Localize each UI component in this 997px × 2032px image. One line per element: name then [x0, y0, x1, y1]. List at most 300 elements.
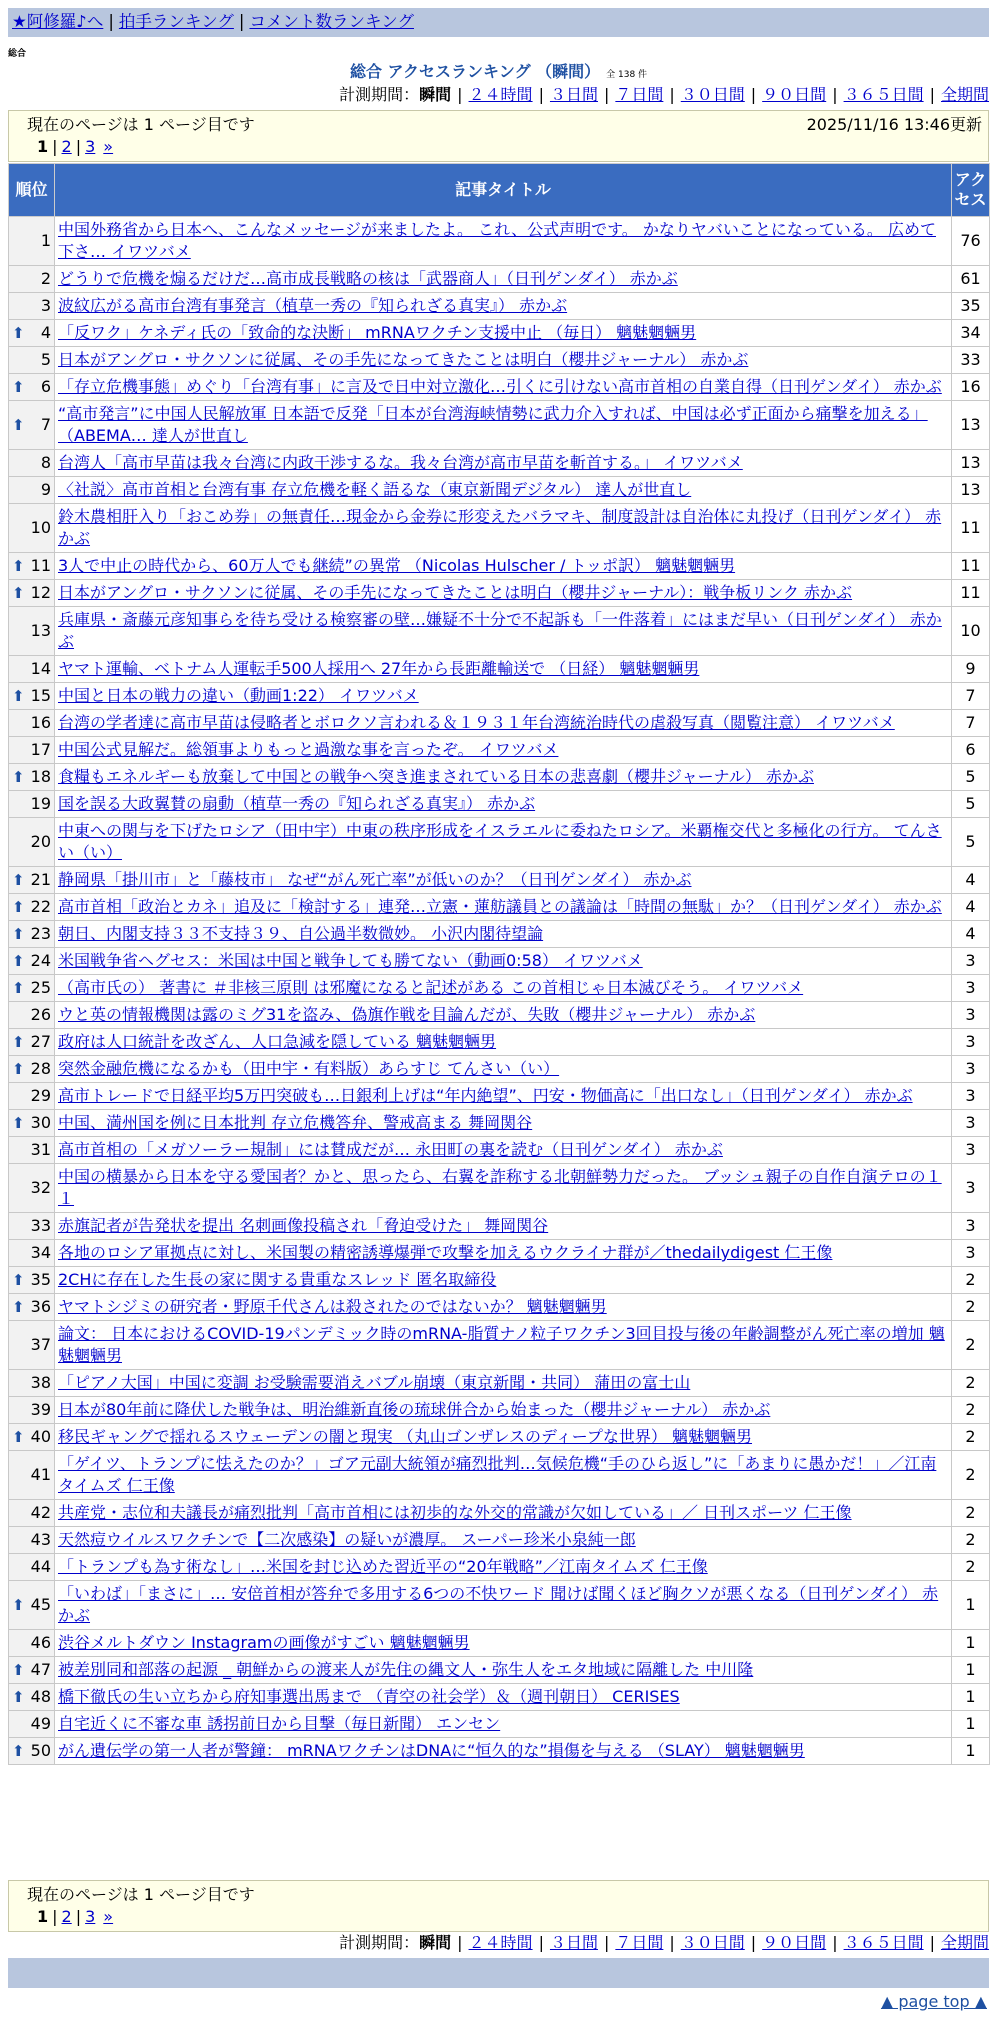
- table-row: [9, 1029, 990, 1056]
- article-link[interactable]: 中国外務省から日本へ、こんなメッセージが来ましたよ。 これ、公式声明です。 かなりヤバいことになっている。 広めて下さ… イワツバメ: [58, 220, 936, 261]
- title-cell: [55, 818, 952, 867]
- rank-up-arrow-icon: ⬆: [12, 1060, 25, 1078]
- access-count: 1: [952, 1711, 990, 1738]
- period-separator: |: [750, 85, 757, 104]
- article-link[interactable]: 中国の横暴から日本を守る愛国者？かと、思ったら、右翼を詐称する北朝鮮勢力だった。 ブッシュ親子の自作自演テロの１１: [58, 1167, 942, 1208]
- article-link[interactable]: 朝日、内閣支持３３不支持３９、自公過半数微妙。 小沢内閣待望論: [58, 924, 544, 943]
- article-link[interactable]: 静岡県「掛川市」と「藤枝市」 なぜ“がん死亡率”が低いのか？（日刊ゲンダイ） 赤かぶ: [58, 870, 692, 889]
- current-page-text: 現在のページは 1 ページ目です: [27, 1885, 255, 1904]
- rank-cell: [9, 504, 55, 553]
- period-separator: |: [750, 1933, 757, 1952]
- rank-cell: [9, 1240, 55, 1267]
- rank-cell: [9, 266, 55, 293]
- title-cell: [55, 975, 952, 1002]
- article-link[interactable]: 「トランプも為す術なし」…米国を封じ込めた習近平の“20年戦略”／江南タイムズ 仁王像: [58, 1557, 708, 1576]
- access-count: 6: [952, 737, 990, 764]
- rank-number: 5: [40, 350, 51, 369]
- col-rank-header: 順位: [9, 164, 55, 217]
- article-link[interactable]: 天然痘ウイルスワクチンで【二次感染】の疑いが濃厚。 スーパー珍米小泉純一郎: [58, 1530, 636, 1549]
- rank-number: 10: [30, 518, 51, 537]
- article-link[interactable]: ヤマト運輸、ベトナム人運転手500人採用へ 27年から長距離輸送で （日経） 魑魅魍魎男: [58, 659, 700, 678]
- article-link[interactable]: 共産党・志位和夫議長が痛烈批判「高市首相には初歩的な外交的常識が欠如している」／ 日刊スポーツ 仁王像: [58, 1503, 852, 1522]
- access-count: 76: [952, 217, 990, 266]
- table-row: [9, 1527, 990, 1554]
- rank-cell: [9, 1370, 55, 1397]
- access-count: 9: [952, 656, 990, 683]
- article-link[interactable]: 日本が80年前に降伏した戦争は、明治維新直後の琉球併合から始まった（櫻井ジャーナル） 赤かぶ: [58, 1400, 771, 1419]
- title-cell: [55, 1684, 952, 1711]
- period-link[interactable]: ３６５日間: [843, 1933, 924, 1952]
- article-link[interactable]: 中国公式見解だ。総領事よりもっと過激な事を言ったぞ。 イワツバメ: [58, 740, 559, 759]
- rank-number: 36: [30, 1297, 51, 1316]
- table-row: [9, 477, 990, 504]
- rank-number: 16: [30, 713, 51, 732]
- title-cell: [55, 1164, 952, 1213]
- period-separator: |: [603, 1933, 610, 1952]
- title-cell: [55, 504, 952, 553]
- home-link[interactable]: ★阿修羅♪へ: [12, 12, 104, 31]
- table-row: [9, 975, 990, 1002]
- access-count: 5: [952, 818, 990, 867]
- table-row: [9, 607, 990, 656]
- rank-cell: [9, 764, 55, 791]
- access-count: 3: [952, 1083, 990, 1110]
- period-current: 瞬間: [419, 1933, 452, 1952]
- rank-up-arrow-icon: ⬆: [12, 324, 25, 342]
- table-row: [9, 1500, 990, 1527]
- access-count: 3: [952, 1240, 990, 1267]
- table-row: [9, 921, 990, 948]
- period-link[interactable]: ７日間: [615, 1933, 664, 1952]
- article-link[interactable]: 国を誤る大政翼賛の扇動（植草一秀の『知られざる真実』） 赤かぶ: [58, 794, 536, 813]
- period-link[interactable]: ２４時間: [468, 1933, 533, 1952]
- table-row: [9, 791, 990, 818]
- table-row: [9, 401, 990, 450]
- access-count: 3: [952, 1164, 990, 1213]
- table-row: [9, 764, 990, 791]
- nav-separator: |: [238, 12, 245, 31]
- access-count: 4: [952, 867, 990, 894]
- access-count: 4: [952, 894, 990, 921]
- rank-number: 34: [30, 1243, 51, 1262]
- page-current: 1: [37, 137, 49, 156]
- title-cell: [55, 1370, 952, 1397]
- article-link[interactable]: 「存立危機事態」めぐり「台湾有事」に言及で日中対立激化…引くに引けない高市首相の自業自得（日刊ゲンダイ） 赤かぶ: [58, 377, 942, 396]
- page-links: [27, 1906, 970, 1928]
- rank-up-arrow-icon: ⬆: [12, 1596, 25, 1614]
- page-link[interactable]: 2: [61, 137, 72, 156]
- article-link[interactable]: 移民ギャングで揺れるスウェーデンの闇と現実 （丸山ゴンザレスのディープな世界） 魑魅魍魎男: [58, 1427, 753, 1446]
- rank-number: 43: [30, 1530, 51, 1549]
- table-row: [9, 347, 990, 374]
- rank-up-arrow-icon: ⬆: [12, 1033, 25, 1051]
- rank-number: 2: [40, 269, 51, 288]
- rank-number: 17: [30, 740, 51, 759]
- table-row: [9, 710, 990, 737]
- rank-cell: [9, 948, 55, 975]
- table-row: [9, 1083, 990, 1110]
- period-label: 計測期間：: [339, 85, 420, 104]
- access-count: 3: [952, 1213, 990, 1240]
- title-cell: [55, 1554, 952, 1581]
- period-separator: |: [457, 1933, 463, 1952]
- table-row: [9, 867, 990, 894]
- rank-up-arrow-icon: ⬆: [12, 687, 25, 705]
- article-link[interactable]: 〈社説〉高市首相と台湾有事 存立危機を軽く語るな（東京新聞デジタル） 達人が世直し: [58, 480, 692, 499]
- title-cell: [55, 921, 952, 948]
- table-row: [9, 450, 990, 477]
- article-link[interactable]: ウと英の情報機関は露のミグ31を盗み、偽旗作戦を目論んだが、失敗（櫻井ジャーナル） 赤かぶ: [58, 1005, 756, 1024]
- table-row: [9, 1630, 990, 1657]
- access-count: 2: [952, 1321, 990, 1370]
- access-count: 61: [952, 266, 990, 293]
- rank-number: 41: [30, 1465, 51, 1484]
- rank-cell: [9, 1684, 55, 1711]
- next-page-link[interactable]: »: [103, 137, 114, 156]
- access-count: 5: [952, 791, 990, 818]
- access-count: 10: [952, 607, 990, 656]
- rank-up-arrow-icon: ⬆: [12, 416, 25, 434]
- access-count: 3: [952, 948, 990, 975]
- rank-number: 21: [30, 870, 51, 889]
- access-count: 2: [952, 1554, 990, 1581]
- article-link[interactable]: 赤旗記者が告発状を提出 名刺画像投稿され「脅迫受けた」 舞岡関谷: [58, 1216, 549, 1235]
- rank-number: 37: [30, 1335, 51, 1354]
- rank-up-arrow-icon: ⬆: [12, 952, 25, 970]
- table-row: [9, 1267, 990, 1294]
- title-cell: [55, 791, 952, 818]
- access-count: 3: [952, 1056, 990, 1083]
- rank-cell: [9, 347, 55, 374]
- rank-cell: [9, 1083, 55, 1110]
- rank-number: 30: [30, 1113, 51, 1132]
- rank-number: 27: [30, 1032, 51, 1051]
- rank-up-arrow-icon: ⬆: [12, 1114, 25, 1132]
- title-cell: [55, 347, 952, 374]
- access-count: 5: [952, 764, 990, 791]
- access-count: 2: [952, 1294, 990, 1321]
- access-count: 3: [952, 975, 990, 1002]
- title-cell: [55, 1267, 952, 1294]
- table-row: [9, 683, 990, 710]
- article-link[interactable]: 「いわば」「まさに」… 安倍首相が答弁で多用する6つの不快ワード 聞けば聞くほど胸クソが悪くなる（日刊ゲンダイ） 赤かぶ: [58, 1584, 939, 1625]
- article-link[interactable]: 政府は人口統計を改ざん、人口急減を隠している 魑魅魍魎男: [58, 1032, 497, 1051]
- article-link[interactable]: 食糧もエネルギーも放棄して中国との戦争へ突き進まされている日本の悲喜劇（櫻井ジャーナル） 赤かぶ: [58, 767, 814, 786]
- period-current: 瞬間: [419, 85, 452, 104]
- updated-time: 2025/11/16 13:46更新: [806, 115, 982, 134]
- title-cell: [55, 1056, 952, 1083]
- article-link[interactable]: 「ピアノ大国」中国に変調 お受験需要消えバブル崩壊（東京新聞・共同） 蒲田の富士山: [58, 1373, 691, 1392]
- category-label: 総合: [8, 49, 27, 59]
- access-count: 7: [952, 710, 990, 737]
- article-link[interactable]: 橋下徹氏の生い立ちから府知事選出馬まで （青空の社会学）＆（週刊朝日） CERISES: [58, 1687, 680, 1706]
- table-row: [9, 1424, 990, 1451]
- article-link[interactable]: 鈴木農相肝入り「おこめ券」の無責任…現金から金券に形変えたバラマキ、制度設計は自治体に丸投げ（日刊ゲンダイ） 赤かぶ: [58, 507, 942, 548]
- access-count: 2: [952, 1527, 990, 1554]
- access-count: 34: [952, 320, 990, 347]
- table-row: [9, 1002, 990, 1029]
- rank-up-arrow-icon: ⬆: [12, 768, 25, 786]
- title-cell: [55, 1002, 952, 1029]
- title-cell: [55, 1738, 952, 1765]
- rank-up-arrow-icon: ⬆: [12, 1298, 25, 1316]
- ranking-table: [8, 163, 990, 1765]
- rank-cell: [9, 710, 55, 737]
- pager-info: [27, 114, 982, 136]
- article-link[interactable]: 被差別同和部落の起源 _ 朝鮮からの渡来人が先住の縄文人・弥生人をエタ地域に隔離した 中川隆: [58, 1660, 754, 1679]
- rank-number: 32: [30, 1178, 51, 1197]
- article-link[interactable]: “高市発言”に中国人民解放軍 日本語で反発「日本が台湾海峡情勢に武力介入すれば、中国は必ず正面から痛撃を加える」（ABEMA… 達人が世直し: [58, 404, 928, 445]
- period-link[interactable]: ７日間: [615, 85, 664, 104]
- article-link[interactable]: 中国と日本の戦力の違い（動画1:22） イワツバメ: [58, 686, 419, 705]
- title-cell: [55, 1137, 952, 1164]
- period-separator: |: [669, 1933, 675, 1952]
- table-row: [9, 266, 990, 293]
- rank-up-arrow-icon: ⬆: [12, 584, 25, 602]
- top-nav-bar: [8, 8, 989, 37]
- title-cell: [55, 217, 952, 266]
- table-row: [9, 1397, 990, 1424]
- table-row: [9, 217, 990, 266]
- title-cell: [55, 266, 952, 293]
- access-count: 2: [952, 1370, 990, 1397]
- table-row: [9, 1213, 990, 1240]
- table-row: [9, 1370, 990, 1397]
- rank-number: 42: [30, 1503, 51, 1522]
- page-title: [0, 62, 997, 85]
- rank-number: 23: [30, 924, 51, 943]
- period-separator: |: [929, 1933, 935, 1952]
- page-top-link[interactable]: ▲ page top ▲: [880, 1992, 987, 2011]
- period-link[interactable]: ３０日間: [680, 85, 745, 104]
- rank-number: 46: [30, 1633, 51, 1652]
- article-link[interactable]: どうりで危機を煽るだけだ…高市成長戦略の核は「武器商人」（日刊ゲンダイ） 赤かぶ: [58, 269, 678, 288]
- rank-up-arrow-icon: ⬆: [12, 925, 25, 943]
- page-link[interactable]: 3: [85, 137, 96, 156]
- period-link[interactable]: ２４時間: [468, 85, 533, 104]
- rank-number: 12: [30, 583, 51, 602]
- rank-cell: [9, 1581, 55, 1630]
- rank-number: 28: [30, 1059, 51, 1078]
- rank-cell: [9, 1711, 55, 1738]
- article-link[interactable]: 各地のロシア軍拠点に対し、米国製の精密誘導爆弾で攻撃を加えるウクライナ群が／thedailydigest 仁王像: [58, 1243, 833, 1262]
- access-count: 13: [952, 401, 990, 450]
- period-link[interactable]: ３日間: [549, 1933, 598, 1952]
- title-cell: [55, 1083, 952, 1110]
- rank-cell: [9, 1294, 55, 1321]
- period-separator: |: [603, 85, 610, 104]
- article-link[interactable]: 兵庫県・斎藤元彦知事らを待ち受ける検察審の壁…嫌疑不十分で不起訴も「一件落着」にはまだ早い（日刊ゲンダイ） 赤かぶ: [58, 610, 942, 651]
- table-row: [9, 1294, 990, 1321]
- rank-number: 1: [40, 231, 51, 250]
- rank-cell: [9, 656, 55, 683]
- table-row: [9, 1137, 990, 1164]
- rank-up-arrow-icon: ⬆: [12, 979, 25, 997]
- title-cell: [55, 1630, 952, 1657]
- article-link[interactable]: 「ゲイツ、トランプに怯えたのか？」ゴア元副大統領が痛烈批判…気候危機“手のひら返し”に「あまりに愚かだ！」／江南タイムズ 仁王像: [58, 1454, 937, 1495]
- access-count: 7: [952, 683, 990, 710]
- period-link[interactable]: 全期間: [940, 1933, 989, 1952]
- rank-cell: [9, 867, 55, 894]
- page-current: 1: [37, 1907, 49, 1926]
- table-row: [9, 1240, 990, 1267]
- table-row: [9, 1711, 990, 1738]
- article-link[interactable]: 高市首相「政治とカネ」追及に「検討する」連発…立憲・蓮舫議員との議論は「時間の無駄」か？（日刊ゲンダイ） 赤かぶ: [58, 897, 942, 916]
- article-link[interactable]: 米国戦争省ヘグセス：米国は中国と戦争しても勝てない（動画0:58） イワツバメ: [58, 951, 643, 970]
- period-link[interactable]: ９０日間: [762, 85, 827, 104]
- access-count: 11: [952, 553, 990, 580]
- rank-cell: [9, 1527, 55, 1554]
- article-link[interactable]: 渋谷メルトダウン Instagramの画像がすごい 魑魅魍魎男: [58, 1633, 470, 1652]
- rank-cell: [9, 1397, 55, 1424]
- title-cell: [55, 683, 952, 710]
- rank-number: 50: [30, 1741, 51, 1760]
- title-cell: [55, 1657, 952, 1684]
- rank-cell: [9, 737, 55, 764]
- page-separator: |: [75, 137, 82, 156]
- access-count: 1: [952, 1684, 990, 1711]
- rank-up-arrow-icon: ⬆: [12, 1742, 25, 1760]
- article-link[interactable]: 中東への関与を下げたロシア（田中宇）中東の秩序形成をイスラエルに委ねたロシア。米覇権交代と多極化の行方。 てんさい（い）: [58, 821, 942, 862]
- rank-up-arrow-icon: ⬆: [12, 1661, 25, 1679]
- period-link[interactable]: ３０日間: [680, 1933, 745, 1952]
- table-row: [9, 737, 990, 764]
- access-count: 35: [952, 293, 990, 320]
- article-link[interactable]: がん遺伝学の第一人者が警鐘： mRNAワクチンはDNAに“恒久的な”損傷を与える （SLAY） 魑魅魍魎男: [58, 1741, 805, 1760]
- rank-cell: [9, 1630, 55, 1657]
- rank-number: 44: [30, 1557, 51, 1576]
- total-count: 全 138 件: [606, 70, 648, 80]
- article-link[interactable]: 日本がアングロ・サクソンに従属、その手先になってきたことは明白（櫻井ジャーナル） 赤かぶ: [58, 350, 749, 369]
- table-row: [9, 948, 990, 975]
- access-count: 2: [952, 1424, 990, 1451]
- title-cell: [55, 374, 952, 401]
- table-row: [9, 1451, 990, 1500]
- article-link[interactable]: 2CHに存在した生長の家に関する貴重なスレッド 匿名取締役: [58, 1270, 497, 1289]
- rank-cell: [9, 1029, 55, 1056]
- access-count: 2: [952, 1397, 990, 1424]
- table-row: [9, 374, 990, 401]
- rank-number: 49: [30, 1714, 51, 1733]
- title-cell: [55, 948, 952, 975]
- next-page-link[interactable]: »: [103, 1907, 114, 1926]
- rank-number: 4: [40, 323, 51, 342]
- article-link[interactable]: 自宅近くに不審な車 誘拐前日から目撃（毎日新聞） エンセン: [58, 1714, 501, 1733]
- article-link[interactable]: 波紋広がる高市台湾有事発言（植草一秀の『知られざる真実』） 赤かぶ: [58, 296, 568, 315]
- access-count: 3: [952, 1137, 990, 1164]
- rank-cell: [9, 1321, 55, 1370]
- table-row: [9, 656, 990, 683]
- title-cell: [55, 764, 952, 791]
- rank-number: 29: [30, 1086, 51, 1105]
- page-link[interactable]: 3: [85, 1907, 96, 1926]
- title-cell: [55, 553, 952, 580]
- access-count: 33: [952, 347, 990, 374]
- table-row: [9, 580, 990, 607]
- table-row: [9, 1164, 990, 1213]
- table-header-row: [9, 164, 990, 217]
- article-link[interactable]: （高市氏の） 著書に ＃非核三原則 は邪魔になると記述がある この首相じゃ日本滅びそう。 イワツバメ: [58, 978, 804, 997]
- rank-cell: [9, 607, 55, 656]
- article-link[interactable]: 高市トレードで日経平均5万円突破も…日銀利上げは“年内絶望”、円安・物価高に「出口なし」（日刊ゲンダイ） 赤かぶ: [58, 1086, 913, 1105]
- title-cell: [55, 737, 952, 764]
- period-link[interactable]: ３６５日間: [843, 85, 924, 104]
- rank-cell: [9, 1500, 55, 1527]
- table-row: [9, 320, 990, 347]
- period-separator: |: [669, 85, 675, 104]
- rank-cell: [9, 791, 55, 818]
- table-row: [9, 894, 990, 921]
- rank-cell: [9, 580, 55, 607]
- article-link[interactable]: 台湾人「高市早苗は我々台湾に内政干渉するな。我々台湾が高市早苗を斬首する。」 イワツバメ: [58, 453, 743, 472]
- access-count: 11: [952, 504, 990, 553]
- rank-number: 7: [40, 415, 51, 434]
- rank-number: 31: [30, 1140, 51, 1159]
- rank-number: 13: [30, 621, 51, 640]
- title-cell: [55, 867, 952, 894]
- page-separator: |: [75, 1907, 82, 1926]
- article-link[interactable]: 論文： 日本におけるCOVID-19パンデミック時のmRNA-脂質ナノ粒子ワクチン3回目投与後の年齢調整がん死亡率の増加 魑魅魍魎男: [58, 1324, 945, 1365]
- article-link[interactable]: 3人で中止の時代から、60万人でも継続”の異常 （Nicolas Hulscher / トッポ訳） 魑魅魍魎男: [58, 556, 736, 575]
- clap-ranking-link[interactable]: 拍手ランキング: [118, 12, 234, 31]
- current-page-text: 現在のページは 1 ページ目です: [27, 115, 255, 134]
- title-cell: [55, 1240, 952, 1267]
- rank-number: 35: [30, 1270, 51, 1289]
- ranking-title: 総合 アクセスランキング （瞬間）: [349, 62, 601, 81]
- rank-cell: [9, 1110, 55, 1137]
- title-cell: [55, 1500, 952, 1527]
- article-link[interactable]: 中国、満州国を例に日本批判 存立危機答弁、警戒高まる 舞岡関谷: [58, 1113, 533, 1132]
- rank-number: 40: [30, 1427, 51, 1446]
- article-link[interactable]: 台湾の学者達に高市早苗は侵略者とボロクソ言われる＆１９３１年台湾統治時代の虐殺写真（閲覧注意） イワツバメ: [58, 713, 895, 732]
- page-separator: |: [52, 137, 58, 156]
- period-link[interactable]: 全期間: [940, 85, 989, 104]
- rank-cell: [9, 450, 55, 477]
- table-row: [9, 553, 990, 580]
- article-link[interactable]: 高市首相の「メガソーラー規制」には賛成だが… 永田町の裏を読む（日刊ゲンダイ） 赤かぶ: [58, 1140, 723, 1159]
- access-count: 3: [952, 1110, 990, 1137]
- period-link[interactable]: ９０日間: [762, 1933, 827, 1952]
- access-count: 3: [952, 1029, 990, 1056]
- page-separator: |: [52, 1907, 58, 1926]
- table-row: [9, 1321, 990, 1370]
- rank-up-arrow-icon: ⬆: [12, 378, 25, 396]
- rank-cell: [9, 1213, 55, 1240]
- rank-number: 22: [30, 897, 51, 916]
- pager-info: [27, 1884, 970, 1906]
- title-cell: [55, 1397, 952, 1424]
- article-link[interactable]: 日本がアングロ・サクソンに従属、その手先になってきたことは明白（櫻井ジャーナル）：戦争板リンク 赤かぶ: [58, 583, 853, 602]
- rank-up-arrow-icon: ⬆: [12, 1271, 25, 1289]
- rank-number: 8: [40, 453, 51, 472]
- period-separator: |: [929, 85, 935, 104]
- article-link[interactable]: ヤマトシジミの研究者・野原千代さんは殺されたのではないか？ 魑魅魍魎男: [58, 1297, 607, 1316]
- rank-up-arrow-icon: ⬆: [12, 898, 25, 916]
- period-separator: |: [832, 1933, 838, 1952]
- title-cell: [55, 656, 952, 683]
- period-link[interactable]: ３日間: [549, 85, 598, 104]
- article-link[interactable]: 「反ワク」ケネディ氏の「致命的な決断」 mRNAワクチン支援中止 （毎日） 魑魅魍魎男: [58, 323, 697, 342]
- page-link[interactable]: 2: [61, 1907, 72, 1926]
- rank-cell: [9, 1424, 55, 1451]
- access-count: 16: [952, 374, 990, 401]
- table-row: [9, 293, 990, 320]
- rank-cell: [9, 975, 55, 1002]
- rank-number: 26: [30, 1005, 51, 1024]
- period-selector-bottom: [339, 1932, 989, 1954]
- comment-ranking-link[interactable]: コメント数ランキング: [249, 12, 414, 31]
- article-link[interactable]: 突然金融危機になるかも（田中宇・有料版）あらすじ てんさい（い）: [58, 1059, 560, 1078]
